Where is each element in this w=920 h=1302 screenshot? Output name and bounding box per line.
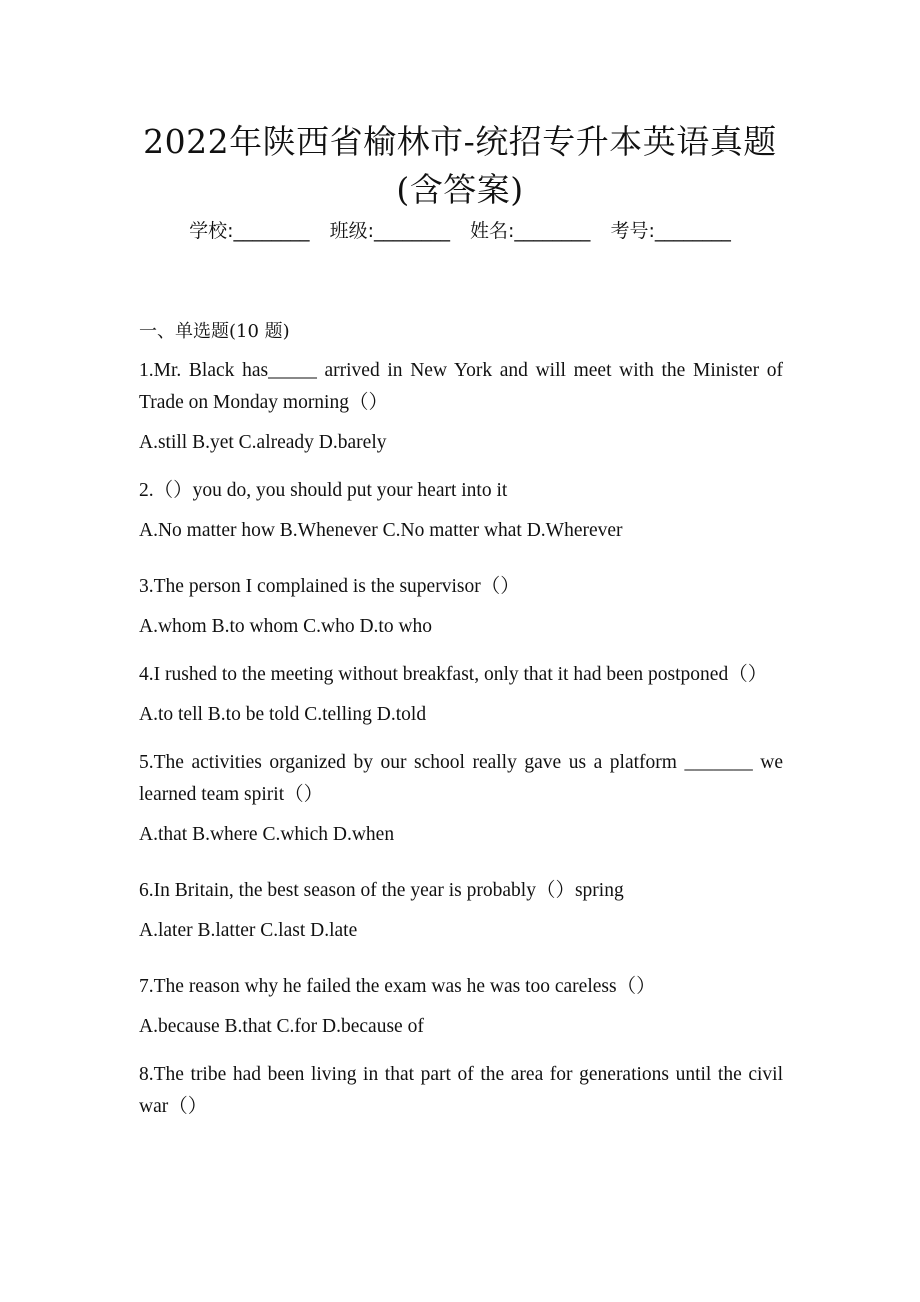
question-item-6 [139, 875, 783, 947]
question-text: 5.The activities organized by our school really gave us a platform _______ we learned team spirit（） [139, 752, 783, 805]
question-options: A.whom B.to whom C.who D.to who [139, 616, 433, 637]
question-item-7 [139, 971, 783, 1043]
section-title: 一、单选题(10 题) [139, 321, 290, 342]
question-options: A.to tell B.to be told C.telling D.told [139, 704, 427, 725]
question-options: A.still B.yet C.already D.barely [139, 432, 387, 453]
question-text: 2.（）you do, you should put your heart into it [139, 480, 508, 501]
question-item-3 [139, 571, 783, 643]
question-item-5 [139, 747, 783, 851]
question-options: A.that B.where C.which D.when [139, 824, 395, 845]
question-options: A.because B.that C.for D.because of [139, 1016, 424, 1037]
student-info-row [0, 216, 920, 243]
question-text: 4.I rushed to the meeting without breakfast, only that it had been postponed（） [139, 664, 768, 685]
question-text: 7.The reason why he failed the exam was he was too careless（） [139, 976, 656, 997]
question-item-1 [139, 355, 783, 459]
document-title-line1: 2022年陕西省榆林市-统招专升本英语真题 [143, 122, 777, 161]
school-field: 学校:________ [189, 220, 310, 242]
question-text: 3.The person I complained is the supervisor（） [139, 576, 520, 597]
question-options: A.later B.latter C.last D.late [139, 920, 358, 941]
exam-number-field: 考号:________ [610, 220, 731, 242]
name-field: 姓名:________ [470, 220, 591, 242]
document-title-line2: (含答案) [396, 170, 524, 209]
question-item-2 [139, 475, 783, 547]
question-item-4 [139, 659, 783, 731]
question-list [139, 316, 783, 1147]
question-options: A.No matter how B.Whenever C.No matter what D.Wherever [139, 520, 623, 541]
question-text: 8.The tribe had been living in that part of the area for generations until the civil war（） [139, 1064, 783, 1117]
class-field: 班级:________ [329, 220, 450, 242]
question-text: 6.In Britain, the best season of the year is probably（）spring [139, 880, 624, 901]
question-text: 1.Mr. Black has_____ arrived in New York and will meet with the Minister of Trade on Monday morning（） [139, 360, 783, 413]
question-item-8 [139, 1059, 783, 1123]
